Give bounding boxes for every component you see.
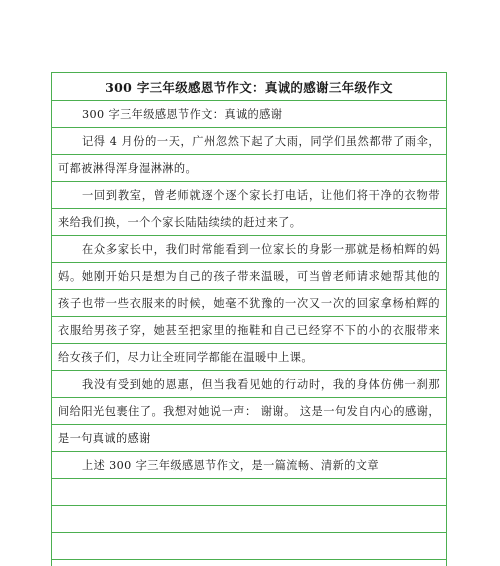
paragraph-2 [52,128,446,182]
paragraph-text: 300 字三年级感恩节作文：真诚的感谢 [82,108,283,121]
paragraph-text: 记得 4 月份的一天，广州忽然下起了大雨，同学们虽然都带了雨伞，可都被淋得浑身湿淋淋的。 [58,135,440,175]
empty-line [52,479,446,506]
title-row [52,73,446,101]
empty-line [52,506,446,533]
paragraph-text: 上述 300 字三年级感恩节作文，是一篇流畅、清新的文章 [82,459,379,472]
paragraph-3 [52,182,446,236]
paragraph-4 [52,236,446,371]
empty-line [52,533,446,560]
essay-sheet [51,72,447,566]
empty-lines [52,479,446,560]
paragraph-1 [52,101,446,128]
paragraph-text: 在众多家长中，我们时常能看到一位家长的身影一那就是杨柏辉的妈妈。她刚开始只是想为自己的孩子带来温暖，可当曾老师请求她帮其他的孩子也带一些衣服来的时候，她毫不犹豫的一次又一次的回家拿杨柏辉的衣服给男孩子穿，她甚至把家里的拖鞋和自己已经穿不下的小的衣服带来给女孩子们，尽力让全班同学都能在温暖中上课。 [58,243,440,364]
paragraph-text: 我没有受到她的恩惠，但当我看见她的行动时，我的身体仿佛一刹那间给阳光包裹住了。我想对她说一声： 谢谢。 这是一句发自内心的感谢，是一句真诚的感谢 [58,378,440,445]
paragraph-text: 一回到教室，曾老师就逐个逐个家长打电话，让他们将干净的衣物带来给我们换，一个个家长陆陆续续的赶过来了。 [58,189,440,229]
document-title: 300 字三年级感恩节作文：真诚的感谢三年级作文 [105,80,393,95]
paragraph-6 [52,452,446,479]
paragraph-5 [52,371,446,452]
